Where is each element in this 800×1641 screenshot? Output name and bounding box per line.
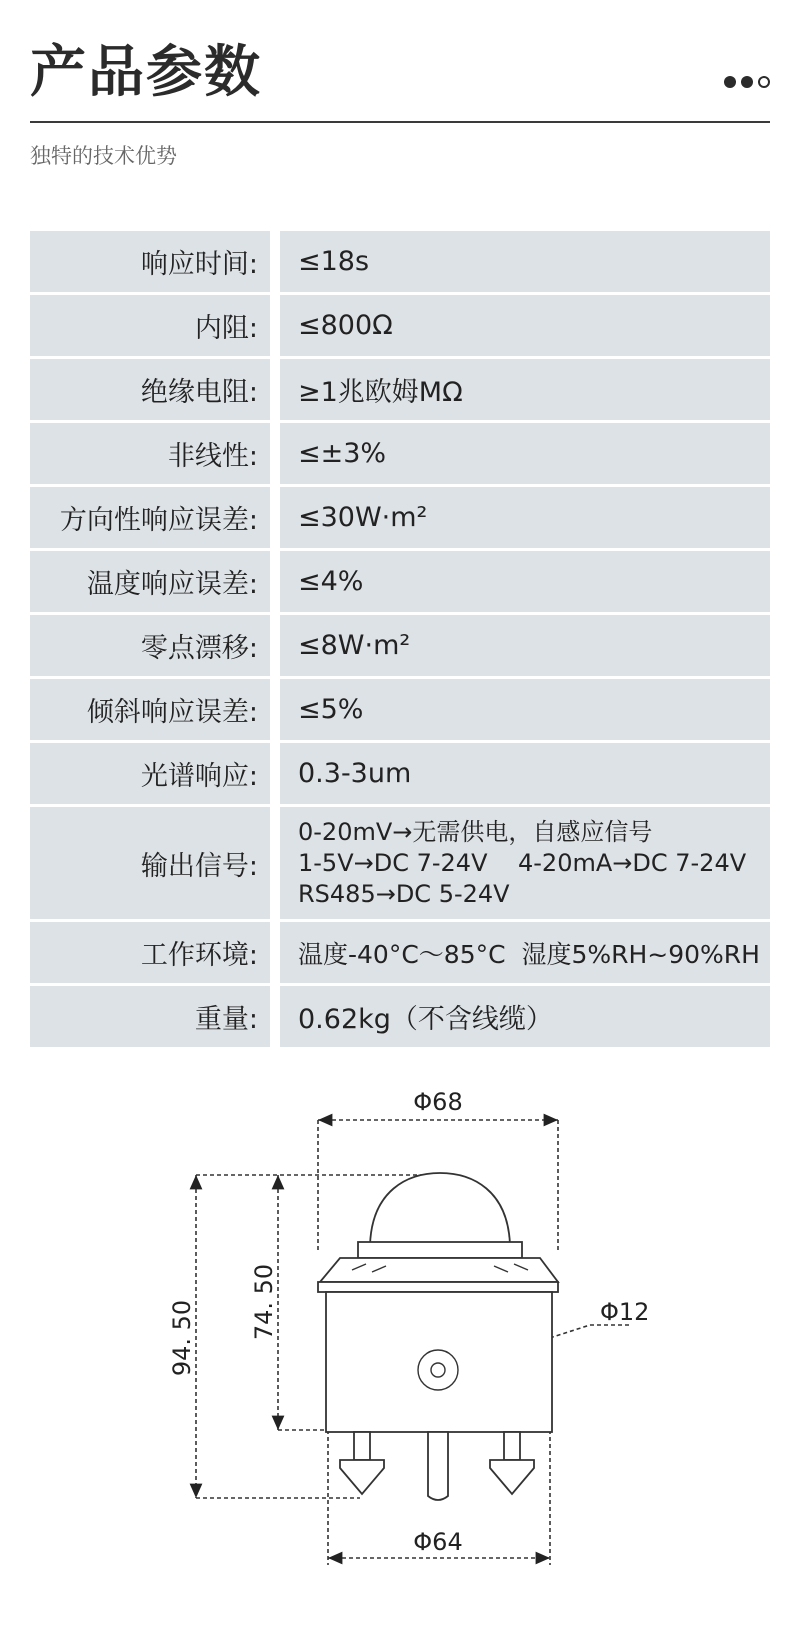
spec-label: 倾斜响应误差:	[30, 679, 270, 743]
spec-value: ≤30W·m²	[280, 487, 770, 551]
spec-value-line: RS485→DC 5-24V	[298, 879, 510, 908]
spec-value: 0.3-3um	[280, 743, 770, 807]
sensor-leg	[504, 1432, 520, 1460]
spec-row	[30, 295, 770, 359]
spec-value: 温度-40°C～85°C 湿度5%RH~90%RH	[280, 922, 770, 986]
dot-filled	[724, 76, 736, 88]
dot-hollow	[758, 76, 770, 88]
dim-hole-label: Φ12	[600, 1298, 650, 1326]
spec-value: ≤800Ω	[280, 295, 770, 359]
spec-label: 工作环境:	[30, 922, 270, 986]
spec-row	[30, 807, 770, 922]
spec-label: 绝缘电阻:	[30, 359, 270, 423]
spec-row	[30, 487, 770, 551]
sensor-connector	[428, 1432, 448, 1500]
dimension-drawing	[0, 1080, 800, 1620]
spec-row	[30, 231, 770, 295]
dim-bottom-label: Φ64	[413, 1528, 463, 1556]
dot-filled	[741, 76, 753, 88]
spec-label: 非线性:	[30, 423, 270, 487]
spec-label: 内阻:	[30, 295, 270, 359]
spec-row	[30, 551, 770, 615]
spec-value: ≤5%	[280, 679, 770, 743]
spec-value: 0.62kg（不含线缆）	[280, 986, 770, 1050]
spec-row	[30, 359, 770, 423]
spec-value: ≤4%	[280, 551, 770, 615]
sensor-body	[326, 1292, 552, 1432]
spec-label: 方向性响应误差:	[30, 487, 270, 551]
spec-value	[280, 807, 770, 922]
sensor-dome	[370, 1173, 510, 1245]
sensor-flange	[320, 1258, 558, 1282]
sensor-outline	[318, 1173, 558, 1500]
spec-table	[30, 231, 770, 1050]
dome-collar	[358, 1242, 522, 1258]
flange-rim	[318, 1282, 558, 1292]
page-subtitle: 独特的技术优势	[30, 144, 177, 168]
spec-label: 光谱响应:	[30, 743, 270, 807]
dim-total-height-label: 94. 50	[168, 1299, 196, 1377]
spec-label: 重量:	[30, 986, 270, 1050]
spec-value-line: 1-5V→DC 7-24V 4-20mA→DC 7-24V	[298, 848, 747, 877]
spec-row	[30, 986, 770, 1050]
spec-value: ≤8W·m²	[280, 615, 770, 679]
spec-value-line: 0-20mV→无需供电，自感应信号	[298, 817, 653, 846]
spec-value: ≤18s	[280, 231, 770, 295]
dim-body-height-label: 74. 50	[250, 1263, 278, 1341]
spec-label: 响应时间:	[30, 231, 270, 295]
pagination-dots	[724, 76, 770, 88]
spec-row	[30, 743, 770, 807]
sensor-foot	[340, 1460, 384, 1494]
spec-row	[30, 423, 770, 487]
spec-value: ≤±3%	[280, 423, 770, 487]
spec-row	[30, 922, 770, 986]
spec-label: 温度响应误差:	[30, 551, 270, 615]
spec-label: 输出信号:	[30, 807, 270, 922]
sensor-leg	[354, 1432, 370, 1460]
spec-label: 零点漂移:	[30, 615, 270, 679]
page-title: 产品参数	[30, 40, 262, 105]
dim-top-label: Φ68	[413, 1088, 463, 1116]
spec-row	[30, 679, 770, 743]
spec-value: ≥1兆欧姆MΩ	[280, 359, 770, 423]
sensor-foot	[490, 1460, 534, 1494]
spec-row	[30, 615, 770, 679]
title-divider	[30, 121, 770, 123]
